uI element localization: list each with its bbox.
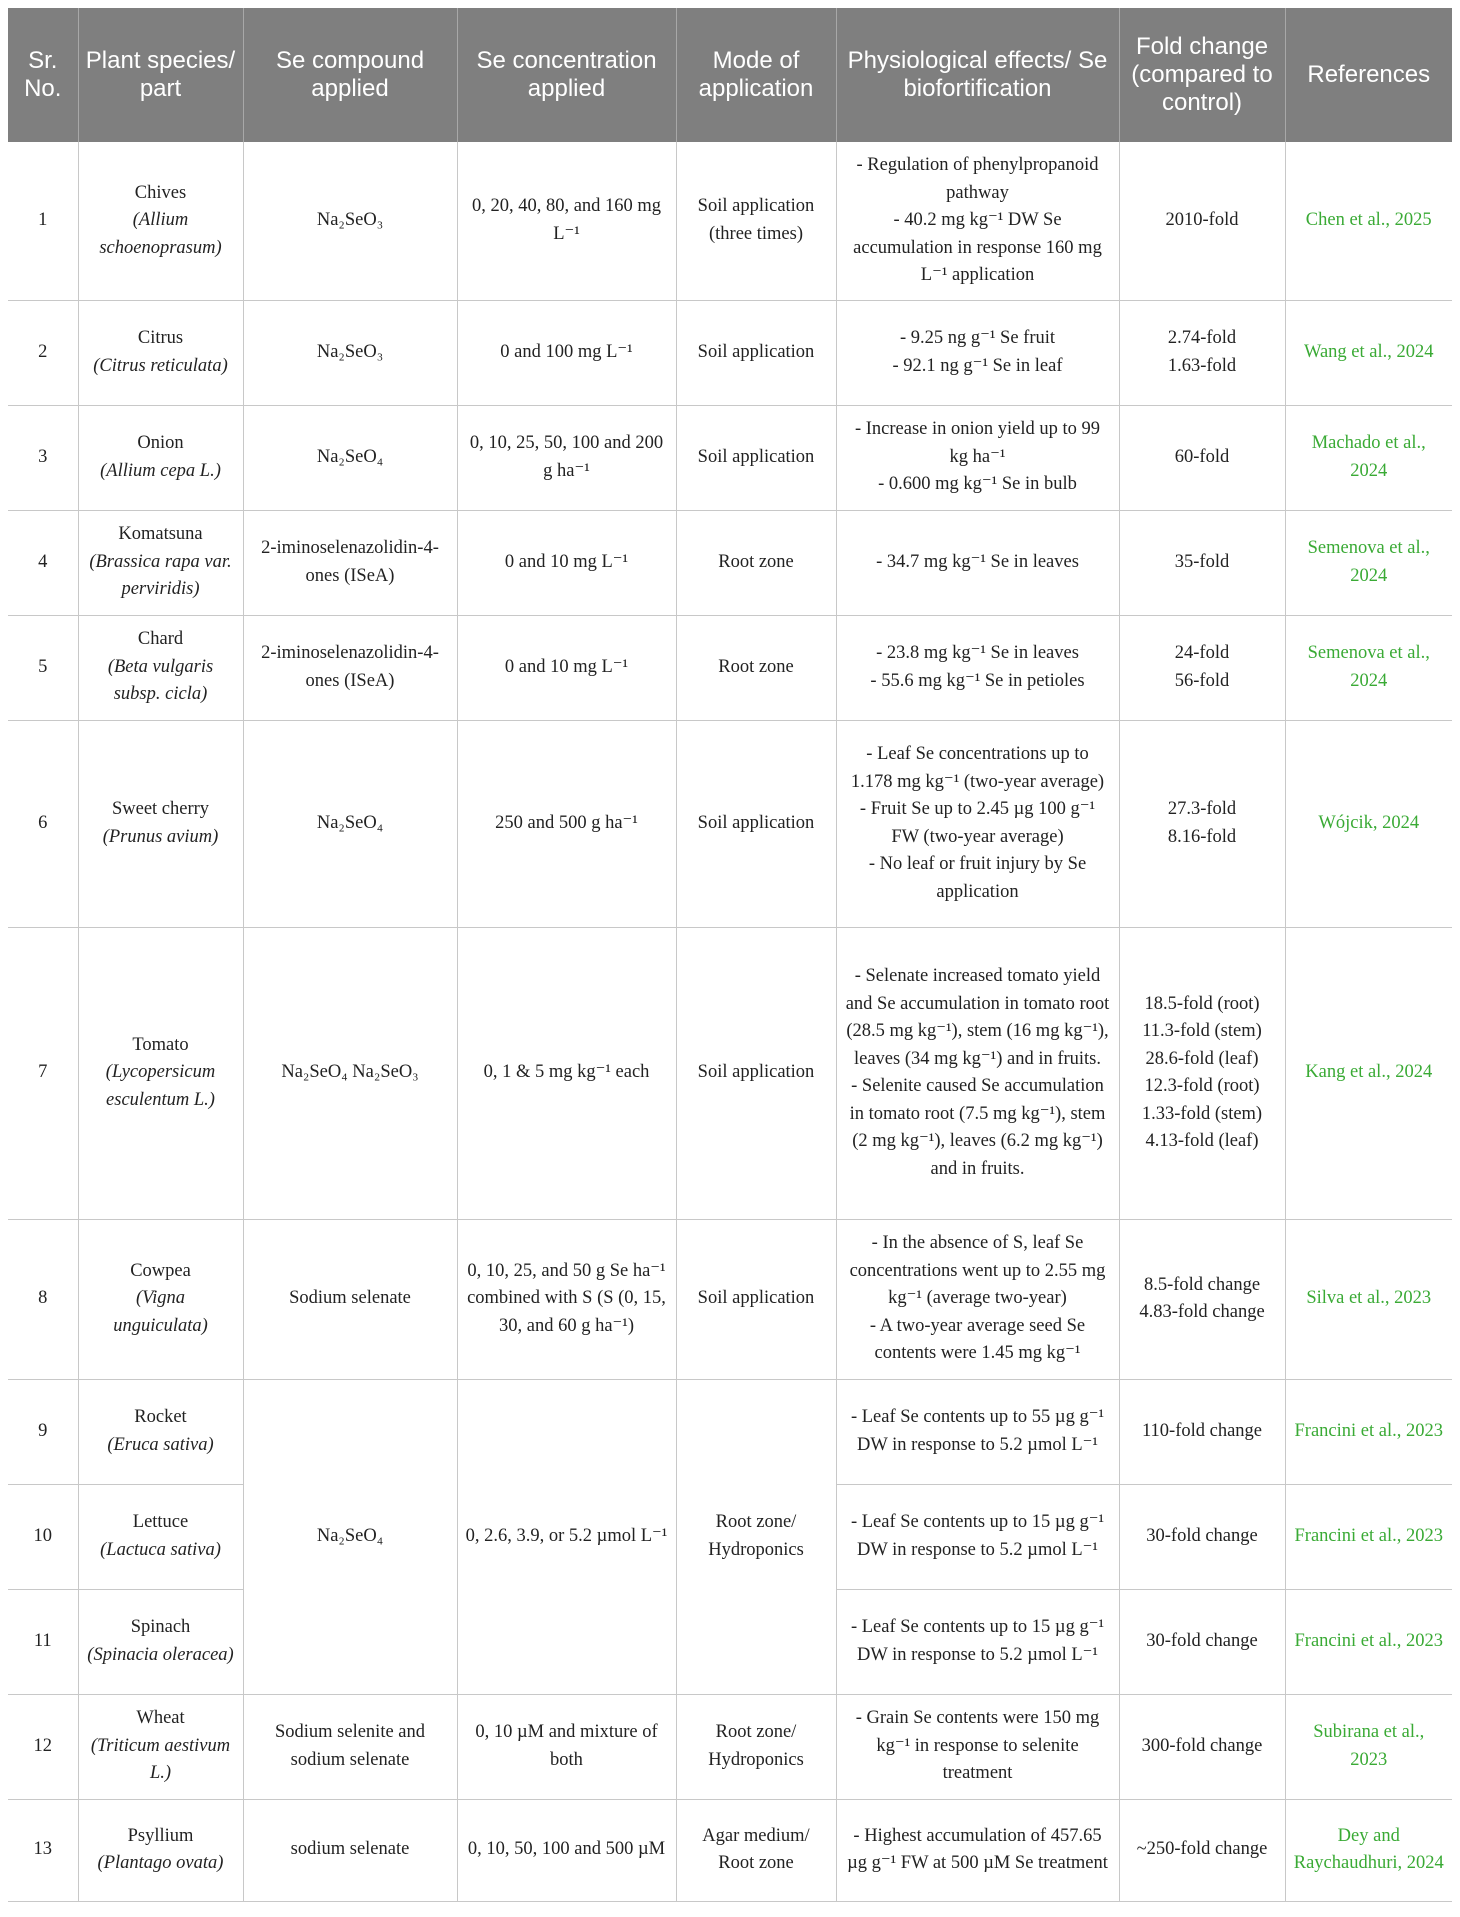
latin-name: (Lactuca sativa) <box>100 1539 221 1560</box>
sr-no-cell: 1 <box>8 142 78 300</box>
fold-line: 110-fold change <box>1141 1420 1263 1441</box>
sr-no-cell: 3 <box>8 405 78 510</box>
se-compound-cell: Sodium selenite and sodium selenate <box>243 1694 457 1799</box>
table-row <box>8 1694 1452 1799</box>
se-concentration-cell: 0 and 10 mg L⁻¹ <box>457 510 676 615</box>
common-name: Spinach <box>130 1617 191 1637</box>
table-row <box>8 142 1452 300</box>
latin-name: (Vigna unguiculata) <box>113 1288 208 1336</box>
effects-cell <box>836 1379 1119 1484</box>
header-se-compound: Se compound applied <box>243 8 457 142</box>
effect-line: - 23.8 mg kg⁻¹ Se in leaves <box>876 643 1079 663</box>
latin-name: (Eruca sativa) <box>107 1434 214 1455</box>
mode-of-application-cell: Soil application <box>676 927 836 1219</box>
fold-line: 1.63-fold <box>1167 355 1237 376</box>
effect-line: - In the absence of S, leaf Se concentrations went up to 2.55 mg kg⁻¹ (average two-year) <box>849 1233 1106 1309</box>
header-references: References <box>1285 8 1452 142</box>
effects-cell <box>836 1484 1119 1589</box>
table-body <box>8 142 1452 1901</box>
effects-cell <box>836 1799 1119 1901</box>
sr-no-cell: 8 <box>8 1219 78 1379</box>
reference-cell: Semenova et al., 2024 <box>1285 510 1452 615</box>
fold-change-cell <box>1119 405 1285 510</box>
fold-line: 8.5-fold change <box>1143 1274 1261 1295</box>
se-concentration-cell: 0 and 10 mg L⁻¹ <box>457 615 676 720</box>
se-compound-cell: Sodium selenate <box>243 1219 457 1379</box>
reference-cell: Francini et al., 2023 <box>1285 1484 1452 1589</box>
plant-species-cell <box>78 300 243 405</box>
common-name: Rocket <box>134 1407 187 1427</box>
table-row <box>8 510 1452 615</box>
reference-cell: Kang et al., 2024 <box>1285 927 1452 1219</box>
header-fold-change: Fold change (compared to control) <box>1119 8 1285 142</box>
effect-line: - Regulation of phenylpropanoid pathway <box>856 155 1099 203</box>
fold-change-cell <box>1119 1484 1285 1589</box>
fold-line: 24-fold <box>1174 643 1230 663</box>
common-name: Komatsuna <box>118 524 203 545</box>
fold-line: 2.74-fold <box>1167 328 1237 348</box>
fold-line: 18.5-fold (root) <box>1144 993 1260 1014</box>
se-concentration-cell: 0, 10, 25, and 50 g Se ha⁻¹ combined with S (S (0, 15, 30, and 60 g ha⁻¹) <box>457 1219 676 1379</box>
header-sr-no: Sr. No. <box>8 8 78 142</box>
mode-of-application-cell: Soil application <box>676 405 836 510</box>
common-name: Wheat <box>136 1708 185 1729</box>
fold-line: 1.33-fold (stem) <box>1141 1103 1263 1124</box>
effect-line: - 0.600 mg kg⁻¹ Se in bulb <box>878 474 1077 495</box>
fold-change-cell <box>1119 720 1285 927</box>
effect-line: - 55.6 mg kg⁻¹ Se in petioles <box>870 670 1085 691</box>
table-row <box>8 927 1452 1219</box>
effect-line: - 34.7 mg kg⁻¹ Se in leaves <box>876 551 1079 572</box>
effect-line: - Highest accumulation of 457.65 µg g⁻¹ FW at 500 µM Se treatment <box>847 1825 1108 1873</box>
plant-species-cell <box>78 1799 243 1901</box>
common-name: Psyllium <box>127 1825 194 1846</box>
fold-line: 56-fold <box>1174 670 1230 691</box>
fold-line: 28.6-fold (leaf) <box>1145 1048 1259 1069</box>
plant-species-cell <box>78 142 243 300</box>
fold-change-cell <box>1119 615 1285 720</box>
fold-line: 4.83-fold change <box>1139 1302 1265 1322</box>
effect-line: - Leaf Se contents up to 15 µg g⁻¹ DW in response to 5.2 µmol L⁻¹ <box>850 1512 1105 1560</box>
se-compound-cell: Na₂SeO₄ Na₂SeO₃ <box>243 927 457 1219</box>
fold-line: 60-fold <box>1174 446 1230 467</box>
effect-line: - Leaf Se concentrations up to 1.178 mg kg⁻¹ (two-year average) <box>850 744 1105 792</box>
latin-name: (Prunus avium) <box>102 826 219 847</box>
table-row <box>8 405 1452 510</box>
effects-cell <box>836 510 1119 615</box>
reference-cell: Francini et al., 2023 <box>1285 1379 1452 1484</box>
reference-cell: Wójcik, 2024 <box>1285 720 1452 927</box>
fold-change-cell <box>1119 1589 1285 1694</box>
fold-change-cell <box>1119 1379 1285 1484</box>
effect-line: - No leaf or fruit injury by Se application <box>868 854 1087 902</box>
sr-no-cell: 10 <box>8 1484 78 1589</box>
table-row <box>8 300 1452 405</box>
se-concentration-cell: 0, 10, 50, 100 and 500 µM <box>457 1799 676 1901</box>
plant-species-cell <box>78 1694 243 1799</box>
se-compound-cell: sodium selenate <box>243 1799 457 1901</box>
effect-line: - Increase in onion yield up to 99 kg ha⁻¹ <box>854 419 1101 467</box>
effects-cell <box>836 300 1119 405</box>
merged-concentration-cell: 0, 2.6, 3.9, or 5.2 µmol L⁻¹ <box>457 1379 676 1694</box>
effect-line: - Grain Se contents were 150 mg kg⁻¹ in response to selenite treatment <box>855 1708 1100 1784</box>
fold-change-cell <box>1119 927 1285 1219</box>
se-concentration-cell: 0, 10, 25, 50, 100 and 200 g ha⁻¹ <box>457 405 676 510</box>
merged-mode-cell: Root zone/ Hydroponics <box>676 1379 836 1694</box>
fold-change-cell <box>1119 1219 1285 1379</box>
reference-cell: Dey and Raychaudhuri, 2024 <box>1285 1799 1452 1901</box>
fold-line: 11.3-fold (stem) <box>1142 1021 1262 1041</box>
reference-cell: Subirana et al., 2023 <box>1285 1694 1452 1799</box>
fold-line: 30-fold change <box>1146 1525 1258 1546</box>
effect-line: - 9.25 ng g⁻¹ Se fruit <box>899 328 1056 348</box>
plant-species-cell <box>78 510 243 615</box>
sr-no-cell: 5 <box>8 615 78 720</box>
fold-line: ~250-fold change <box>1136 1839 1268 1860</box>
common-name: Lettuce <box>132 1512 189 1532</box>
table-row <box>8 1799 1452 1901</box>
latin-name: (Beta vulgaris subsp. cicla) <box>107 656 214 705</box>
se-compound-cell: Na₂SeO₄ <box>243 720 457 927</box>
table-container <box>8 8 1452 1902</box>
plant-species-cell <box>78 1219 243 1379</box>
fold-line: 30-fold change <box>1146 1630 1258 1651</box>
fold-line: 12.3-fold (root) <box>1144 1076 1260 1096</box>
effect-line: - Selenite caused Se accumulation in tomato root (7.5 mg kg⁻¹), stem (2 mg kg⁻¹), leaves (6.2 mg kg⁻¹) and in fruits. <box>849 1076 1106 1179</box>
fold-change-cell <box>1119 300 1285 405</box>
effects-cell <box>836 405 1119 510</box>
latin-name: (Citrus reticulata) <box>93 355 228 376</box>
common-name: Cowpea <box>130 1260 191 1281</box>
common-name: Tomato <box>132 1034 189 1055</box>
fold-line: 300-fold change <box>1141 1735 1263 1756</box>
se-compound-cell: 2-iminoselenazolidin-4-ones (ISeA) <box>243 615 457 720</box>
common-name: Chives <box>134 182 187 203</box>
merged-compound-cell: Na₂SeO₄ <box>243 1379 457 1694</box>
common-name: Citrus <box>137 328 184 348</box>
effect-line: - 92.1 ng g⁻¹ Se in leaf <box>892 355 1063 376</box>
fold-change-cell <box>1119 510 1285 615</box>
sr-no-cell: 12 <box>8 1694 78 1799</box>
se-compound-cell: 2-iminoselenazolidin-4-ones (ISeA) <box>243 510 457 615</box>
header-plant-species: Plant species/ part <box>78 8 243 142</box>
fold-change-cell <box>1119 1694 1285 1799</box>
effects-cell <box>836 615 1119 720</box>
fold-change-cell <box>1119 1799 1285 1901</box>
effect-line: - Leaf Se contents up to 55 µg g⁻¹ DW in response to 5.2 µmol L⁻¹ <box>850 1407 1105 1455</box>
reference-cell: Chen et al., 2025 <box>1285 142 1452 300</box>
plant-species-cell <box>78 615 243 720</box>
header-physiological-effects: Physiological effects/ Se biofortification <box>836 8 1119 142</box>
fold-line: 35-fold <box>1174 551 1230 572</box>
effects-cell <box>836 1219 1119 1379</box>
se-compound-cell: Na₂SeO₄ <box>243 405 457 510</box>
sr-no-cell: 2 <box>8 300 78 405</box>
latin-name: (Lycopersicum esculentum L.) <box>105 1062 216 1110</box>
sr-no-cell: 9 <box>8 1379 78 1484</box>
latin-name: (Spinacia oleracea) <box>87 1644 234 1665</box>
effects-cell <box>836 1589 1119 1694</box>
effects-cell <box>836 720 1119 927</box>
latin-name: (Triticum aestivum L.) <box>90 1735 231 1784</box>
effect-line: - Leaf Se contents up to 15 µg g⁻¹ DW in response to 5.2 µmol L⁻¹ <box>850 1617 1105 1665</box>
mode-of-application-cell: Soil application <box>676 300 836 405</box>
table-row <box>8 1379 1452 1484</box>
plant-species-cell <box>78 1589 243 1694</box>
common-name: Sweet cherry <box>111 799 210 819</box>
mode-of-application-cell: Soil application <box>676 1219 836 1379</box>
latin-name: (Plantago ovata) <box>97 1853 224 1873</box>
selenium-biofortification-table <box>8 8 1452 1902</box>
sr-no-cell: 6 <box>8 720 78 927</box>
fold-change-cell <box>1119 142 1285 300</box>
effect-line: - Selenate increased tomato yield and Se accumulation in tomato root (28.5 mg kg⁻¹), stem (16 mg kg⁻¹), leaves (34 mg kg⁻¹) and in fruits. <box>845 966 1110 1069</box>
se-concentration-cell: 250 and 500 g ha⁻¹ <box>457 720 676 927</box>
latin-name: (Allium schoenoprasum) <box>99 210 222 258</box>
table-row <box>8 1219 1452 1379</box>
sr-no-cell: 11 <box>8 1589 78 1694</box>
common-name: Onion <box>137 433 184 453</box>
se-concentration-cell: 0, 10 µM and mixture of both <box>457 1694 676 1799</box>
header-mode-of-application: Mode of application <box>676 8 836 142</box>
mode-of-application-cell: Agar medium/ Root zone <box>676 1799 836 1901</box>
effect-line: - 40.2 mg kg⁻¹ DW Se accumulation in response 160 mg L⁻¹ application <box>853 210 1102 285</box>
mode-of-application-cell: Soil application <box>676 720 836 927</box>
plant-species-cell <box>78 1379 243 1484</box>
table-row <box>8 615 1452 720</box>
reference-cell: Silva et al., 2023 <box>1285 1219 1452 1379</box>
plant-species-cell <box>78 1484 243 1589</box>
fold-line: 2010-fold <box>1165 210 1239 230</box>
effects-cell <box>836 142 1119 300</box>
plant-species-cell <box>78 405 243 510</box>
fold-line: 8.16-fold <box>1167 826 1237 847</box>
plant-species-cell <box>78 720 243 927</box>
mode-of-application-cell: Soil application (three times) <box>676 142 836 300</box>
reference-cell: Machado et al., 2024 <box>1285 405 1452 510</box>
fold-line: 4.13-fold (leaf) <box>1145 1131 1259 1151</box>
mode-of-application-cell: Root zone <box>676 615 836 720</box>
se-concentration-cell: 0, 20, 40, 80, and 160 mg L⁻¹ <box>457 142 676 300</box>
effects-cell <box>836 927 1119 1219</box>
header-row <box>8 8 1452 142</box>
reference-cell: Francini et al., 2023 <box>1285 1589 1452 1694</box>
sr-no-cell: 7 <box>8 927 78 1219</box>
effect-line: - A two-year average seed Se contents were 1.45 mg kg⁻¹ <box>869 1315 1086 1364</box>
latin-name: (Allium cepa L.) <box>100 460 221 481</box>
table-row <box>8 720 1452 927</box>
sr-no-cell: 13 <box>8 1799 78 1901</box>
fold-line: 27.3-fold <box>1167 799 1237 819</box>
common-name: Chard <box>137 629 184 650</box>
effects-cell <box>836 1694 1119 1799</box>
reference-cell: Semenova et al., 2024 <box>1285 615 1452 720</box>
se-compound-cell: Na₂SeO₃ <box>243 300 457 405</box>
se-concentration-cell: 0 and 100 mg L⁻¹ <box>457 300 676 405</box>
effect-line: - Fruit Se up to 2.45 µg 100 g⁻¹ FW (two-year average) <box>859 799 1096 847</box>
se-concentration-cell: 0, 1 & 5 mg kg⁻¹ each <box>457 927 676 1219</box>
se-compound-cell: Na₂SeO₃ <box>243 142 457 300</box>
reference-cell: Wang et al., 2024 <box>1285 300 1452 405</box>
mode-of-application-cell: Root zone <box>676 510 836 615</box>
sr-no-cell: 4 <box>8 510 78 615</box>
plant-species-cell <box>78 927 243 1219</box>
latin-name: (Brassica rapa var. perviridis) <box>89 551 232 600</box>
mode-of-application-cell: Root zone/ Hydroponics <box>676 1694 836 1799</box>
header-se-concentration: Se concentration applied <box>457 8 676 142</box>
